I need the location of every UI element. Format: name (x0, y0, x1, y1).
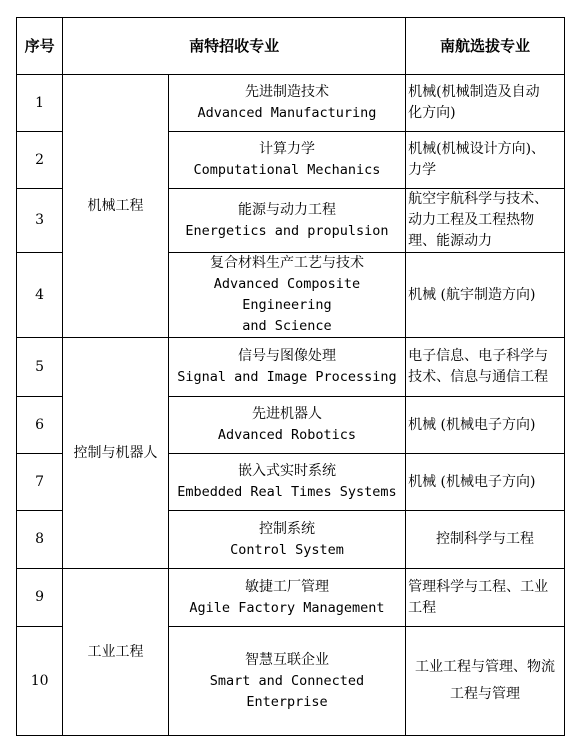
nante-major-cell (168, 454, 405, 511)
nanhang-major-cell (406, 189, 565, 253)
nanhang-major-line: 理、能源动力 (408, 233, 493, 249)
nanhang-major-line: 技术、信息与通信工程 (408, 369, 549, 385)
row-number: 1 (17, 75, 63, 132)
major-name-cn: 敏捷工厂管理 (244, 578, 329, 595)
nanhang-major-line: 机械 (航宇制造方向) (408, 286, 536, 303)
row-number: 8 (17, 511, 63, 569)
major-name-en: Enterprise (246, 693, 328, 710)
nanhang-major-line: 工程 (408, 599, 437, 616)
category-cell: 机械工程 (63, 75, 169, 338)
major-name-en: Advanced Robotics (217, 427, 357, 443)
nanhang-major-line: 工业工程与管理、物流 (415, 659, 556, 675)
header-no: 序号 (17, 18, 63, 75)
category-cell: 工业工程 (63, 569, 169, 736)
row-number: 7 (17, 454, 63, 511)
major-name-cn: 先进制造技术 (244, 84, 329, 100)
nante-major-cell (168, 397, 405, 454)
row-number: 6 (17, 397, 63, 454)
major-name-cn: 信号与图像处理 (237, 348, 336, 364)
nanhang-major-line: 机械 (机械电子方向) (408, 473, 536, 490)
nanhang-major-line: 电子信息、电子科学与 (408, 348, 549, 364)
nanhang-major-line: 机械 (机械电子方向) (408, 416, 536, 433)
nanhang-major-cell (406, 627, 565, 736)
nanhang-major-cell (406, 253, 565, 338)
table-row (17, 75, 565, 132)
header-row (17, 18, 565, 75)
nanhang-major-line: 机械(机械设计方向)、 (408, 141, 546, 157)
header-nante-majors: 南特招收专业 (63, 18, 406, 75)
nanhang-major-line: 机械(机械制造及自动 (408, 84, 540, 100)
major-name-en: Signal and Image Processing (177, 369, 397, 385)
category-cell: 控制与机器人 (63, 338, 169, 569)
major-name-en: Embedded Real Times Systems (177, 484, 397, 500)
major-name-en: Computational Mechanics (193, 162, 381, 178)
row-number: 9 (17, 569, 63, 627)
major-name-en: Control System (230, 541, 344, 558)
row-number: 10 (17, 627, 63, 736)
major-name-en: Agile Factory Management (189, 599, 385, 616)
nanhang-major-line: 化方向) (408, 105, 456, 121)
row-number: 3 (17, 189, 63, 253)
nante-major-cell (168, 132, 405, 189)
nante-major-cell (168, 627, 405, 736)
nante-major-cell (168, 75, 405, 132)
nanhang-major-line: 航空宇航科学与技术、 (408, 191, 549, 207)
major-name-cn: 智慧互联企业 (244, 651, 329, 668)
row-number: 5 (17, 338, 63, 397)
nanhang-major-line: 管理科学与工程、工业 (408, 578, 549, 595)
major-name-en: Smart and Connected (209, 672, 365, 689)
nanhang-major-cell (406, 569, 565, 627)
major-name-en: Energetics and propulsion (185, 222, 389, 239)
nanhang-major-cell (406, 454, 565, 511)
major-name-cn: 控制系统 (258, 520, 315, 537)
nanhang-major-cell (406, 75, 565, 132)
row-number: 2 (17, 132, 63, 189)
majors-table (16, 17, 565, 736)
row-number: 4 (17, 253, 63, 338)
major-name-en: Advanced Composite Engineering (213, 276, 361, 313)
nante-major-cell (168, 511, 405, 569)
nanhang-major-cell (406, 511, 565, 569)
nanhang-major-line: 控制科学与工程 (436, 531, 535, 547)
major-name-cn: 嵌入式实时系统 (237, 463, 336, 479)
major-name-cn: 复合材料生产工艺与技术 (209, 255, 364, 271)
nanhang-major-line: 工程与管理 (450, 686, 521, 702)
nante-major-cell (168, 253, 405, 338)
nanhang-major-cell (406, 132, 565, 189)
major-name-cn: 能源与动力工程 (237, 201, 336, 218)
table-row (17, 569, 565, 627)
major-name-cn: 计算力学 (258, 141, 315, 157)
nanhang-major-line: 动力工程及工程热物 (408, 212, 535, 228)
nante-major-cell (168, 189, 405, 253)
nante-major-cell (168, 338, 405, 397)
nanhang-major-line: 力学 (408, 162, 437, 178)
table-row (17, 338, 565, 397)
major-name-en: and Science (242, 318, 332, 334)
header-nanhang-majors: 南航选拔专业 (406, 18, 565, 75)
major-name-en: Advanced Manufacturing (197, 105, 377, 121)
nante-major-cell (168, 569, 405, 627)
major-name-cn: 先进机器人 (251, 406, 322, 422)
nanhang-major-cell (406, 338, 565, 397)
nanhang-major-cell (406, 397, 565, 454)
